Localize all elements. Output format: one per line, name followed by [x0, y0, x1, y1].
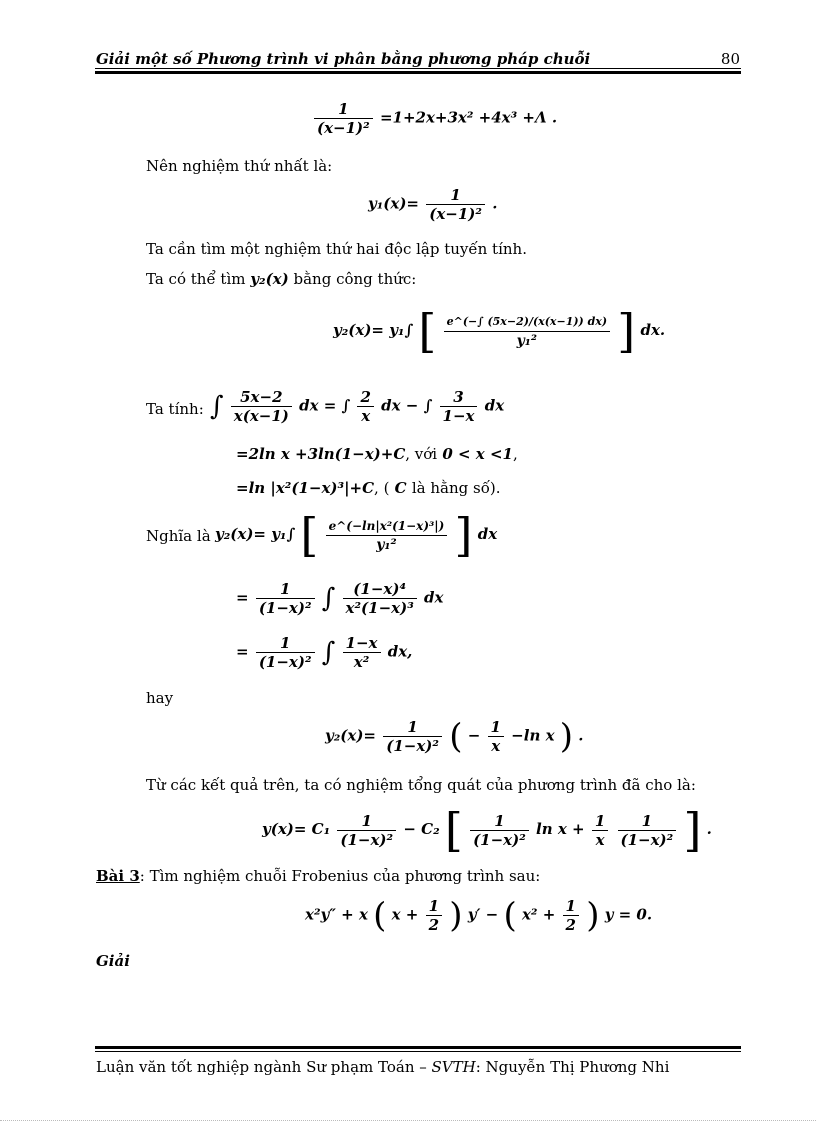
text-can-find: Ta có thể tìm y₂(x) bằng công thức:: [146, 270, 417, 288]
text-general-solution: Từ các kết quả trên, ta có nghiệm tổng quát của phương trình đã cho là:: [146, 776, 696, 794]
equation-log-combined: =ln |x²(1−x)³|+C, ( C là hằng số).: [236, 479, 501, 497]
page-number: 80: [720, 50, 740, 68]
equation-frobenius: x²y″ + x ( x + $\frac{1}{2}$ ) y′ − ( x² + $\frac{1}{2}$ ) y = 0.: [305, 895, 653, 936]
equation-y2-result: y₂(x)= $\frac{1}{\text{(1−x)²}}$ ( − $\frac{1}{x}$ −ln x ) .: [325, 716, 584, 757]
equation-series: $\frac{1}{\text{(x−1)²}}$ =1+2x+3x² +4x³ +Λ .: [312, 100, 557, 137]
header-rule-thin: [95, 68, 741, 69]
footer-text: Luận văn tốt nghiệp ngành Sư phạm Toán – SVTH: Nguyễn Thị Phương Nhi: [96, 1058, 670, 1076]
text-need-second: Ta cần tìm một nghiệm thứ hai độc lập tuyến tính.: [146, 240, 527, 258]
text-compute: Ta tính:: [146, 400, 204, 418]
equation-log-sum: =2ln x +3ln(1−x)+C, với 0 < x <1,: [236, 445, 518, 463]
text-or: hay: [146, 689, 174, 707]
text-first-solution: Nên nghiệm thứ nhất là:: [146, 157, 333, 175]
equation-y2-formula: y₂(x)= y₁∫ [ $\frac{e\^{}(-\int (5x-2)/(x(x-1)) dx)}{\text{y₁²}}$ ] dx.: [333, 304, 666, 358]
header-title: Giải một số Phương trình vi phân bằng phương pháp chuỗi: [96, 50, 591, 68]
footer-rule-thick: [95, 1046, 741, 1049]
footer-rule-thin: [95, 1051, 741, 1052]
equation-y2-substituted: y₂(x)= y₁∫ [ $\frac{\text{e\textasciicircum{}(−ln|x²(1−x)³|)}}{\text{y₁²}}$ ] dx: [215, 508, 498, 562]
equation-integral-split: ∫ $\frac{5x-2}{x(x-1)}$ dx = ∫ $\frac{2}{x}$ dx − ∫ $\frac{3}{1-x}$ dx: [210, 388, 505, 425]
text-meaning: Nghĩa là: [146, 527, 211, 545]
equation-general-solution: y(x)= C₁ $\frac{1}{\text{(1−x)²}}$ − C₂ [ $\frac{1}{\text{(1−x)²}}$ ln x + $\frac{1}{x}$ $\frac{1}{\text{(1−x)²}}$ ] .: [262, 803, 712, 857]
equation-y1: y₁(x)= $\frac{1}{\text{(x−1)²}}$ .: [368, 186, 498, 223]
equation-y2-step2: = $\frac{1}{\text{(1−x)²}}$ ∫ $\frac{1-x}{\text{x²}}$ dx,: [236, 634, 413, 671]
equation-y2-step1: = $\frac{1}{\text{(1−x)²}}$ ∫ $\frac{\text{(1−x)⁴}}{\text{x²(1−x)³}}$ dx: [236, 580, 444, 617]
page-bottom-divider: [0, 1120, 816, 1121]
exercise-heading: Bài 3: Tìm nghiệm chuỗi Frobenius của phương trình sau:: [96, 867, 541, 885]
solution-label: Giải: [96, 952, 130, 970]
header-rule-thick: [95, 71, 741, 74]
